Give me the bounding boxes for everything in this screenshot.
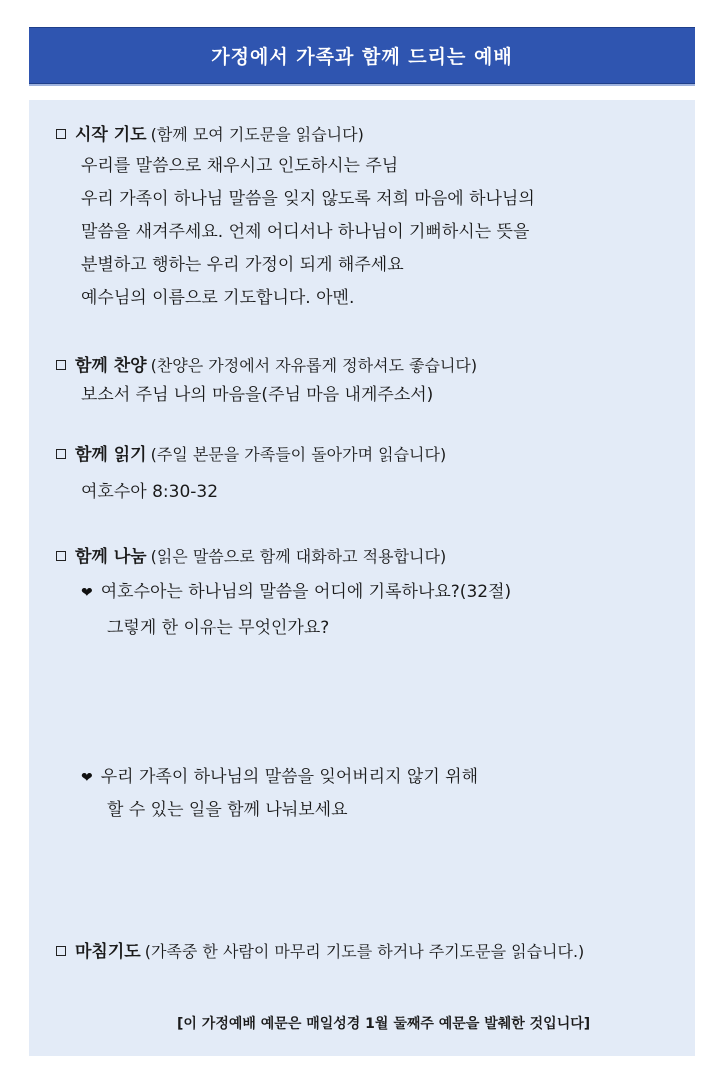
checkbox-icon [56, 360, 66, 370]
prayer-line: 우리를 말씀으로 채우시고 인도하시는 주님 [81, 156, 399, 176]
section-sharing [56, 546, 446, 568]
source-note: [이 가정예배 예문은 매일성경 1월 둘째주 예문을 발췌한 것입니다] [177, 1016, 591, 1032]
prayer-line: 말씀을 새겨주세요. 언제 어디서나 하나님이 기뻐하시는 뜻을 [81, 222, 530, 242]
section-title: 함께 찬양 [75, 356, 147, 376]
checkbox-icon [56, 946, 66, 956]
section-title: 마침기도 [75, 942, 141, 962]
checkbox-icon [56, 449, 66, 459]
heart-icon: ❤ [81, 585, 93, 601]
prayer-line: 분별하고 행하는 우리 가정이 되게 해주세요 [81, 255, 404, 275]
section-note: (가족중 한 사람이 마무리 기도를 하거나 주기도문을 읽습니다.) [144, 942, 585, 961]
discussion-question [81, 766, 478, 789]
question-text: 할 수 있는 일을 함께 나눠보세요 [107, 800, 348, 820]
page-title: 가정에서 가족과 함께 드리는 예배 [211, 46, 513, 68]
checkbox-icon [56, 129, 66, 139]
section-note: (읽은 말씀으로 함께 대화하고 적용합니다) [150, 547, 447, 566]
section-praise [56, 355, 477, 377]
section-title: 시작 기도 [75, 125, 147, 145]
question-text: 여호수아는 하나님의 말씀을 어디에 기록하나요?(32절) [100, 582, 512, 602]
content-panel [29, 100, 695, 1056]
question-text: 우리 가족이 하나님의 말씀을 잊어버리지 않기 위해 [100, 767, 479, 787]
header-banner [29, 27, 695, 84]
section-title: 함께 읽기 [75, 445, 147, 465]
section-closing-prayer [56, 941, 584, 963]
prayer-line: 우리 가족이 하나님 말씀을 잊지 않도록 저희 마음에 하나님의 [81, 189, 535, 209]
scripture-reference: 여호수아 8:30-32 [81, 482, 219, 502]
section-opening-prayer [56, 124, 364, 146]
section-note: (찬양은 가정에서 자유롭게 정하셔도 좋습니다) [150, 356, 478, 375]
section-note: (주일 본문을 가족들이 돌아가며 읽습니다) [150, 445, 447, 464]
heart-icon: ❤ [81, 770, 93, 786]
discussion-question [81, 581, 511, 604]
prayer-line: 예수님의 이름으로 기도합니다. 아멘. [81, 288, 355, 308]
section-note: (함께 모여 기도문을 읽습니다) [150, 125, 364, 144]
praise-song: 보소서 주님 나의 마음을(주님 마음 내게주소서) [81, 385, 434, 405]
section-title: 함께 나눔 [75, 547, 147, 567]
section-reading [56, 444, 446, 466]
question-text: 그렇게 한 이유는 무엇인가요? [107, 618, 330, 638]
checkbox-icon [56, 551, 66, 561]
